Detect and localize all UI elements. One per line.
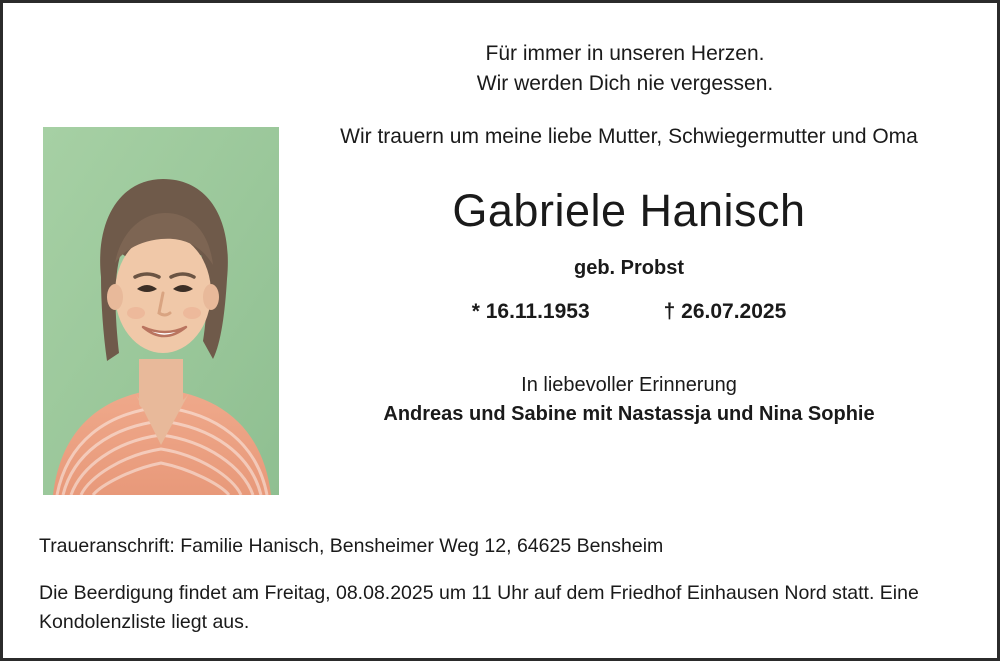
funeral-details: Die Beerdigung findet am Freitag, 08.08.2025 um 11 Uhr auf dem Friedhof Einhausen Nord statt. Eine Kondolenzliste liegt aus. [39, 582, 919, 633]
birth-date: * 16.11.1953 [471, 300, 590, 324]
intro-text: Wir trauern um meine liebe Mutter, Schwiegermutter und Oma [340, 124, 918, 148]
motto-block [39, 39, 961, 99]
maiden-name: geb. Probst [573, 257, 684, 280]
footer-block [39, 534, 961, 636]
text-block [297, 123, 961, 427]
portrait-photo [43, 127, 279, 495]
death-date: † 26.07.2025 [663, 300, 787, 324]
deceased-name: Gabriele Hanisch [452, 184, 806, 236]
notice-inner [3, 3, 997, 658]
mourning-address: Traueranschrift: Familie Hanisch, Bensheimer Weg 12, 64625 Bensheim [39, 535, 664, 558]
life-dates [297, 300, 961, 324]
main-area [39, 123, 961, 483]
portrait-illustration [43, 127, 279, 495]
remembrance-label: In liebevoller Erinnerung [521, 374, 737, 397]
motto-line-1: Für immer in unseren Herzen. [485, 42, 765, 65]
motto-line-2: Wir werden Dich nie vergessen. [476, 71, 774, 95]
mourners-list: Andreas und Sabine mit Nastassja und Nina Sophie [383, 403, 875, 426]
